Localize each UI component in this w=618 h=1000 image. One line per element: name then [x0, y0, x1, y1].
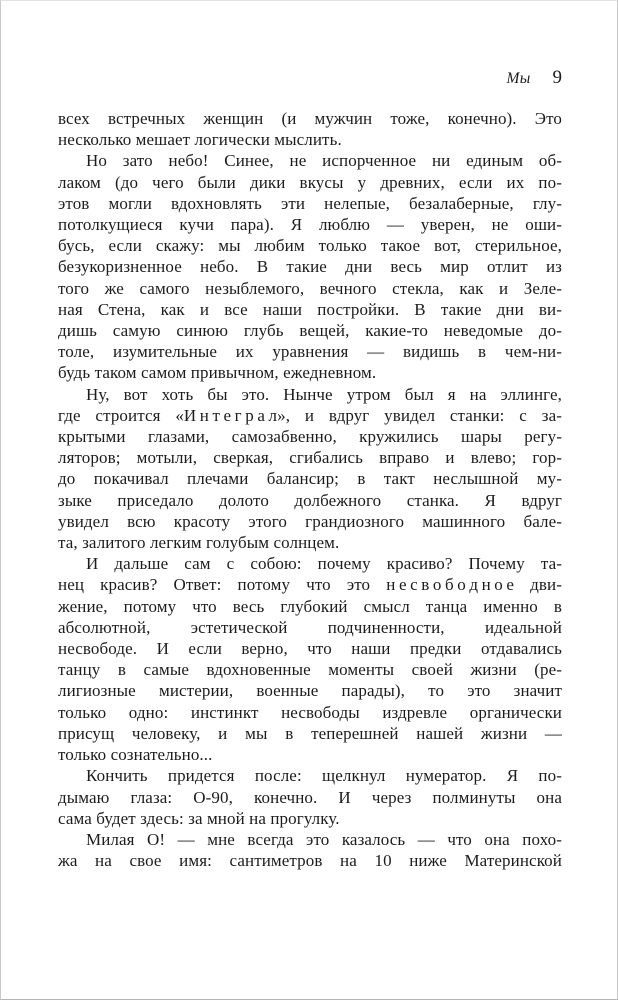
running-title: Мы: [506, 70, 531, 87]
text-line: лаком (до чего были дики вкусы у древних, если их по-: [58, 172, 562, 192]
text-line: безукоризненное небо. В такие дни весь мир отлит из: [58, 257, 562, 277]
text-line: Кончить придется после: щелкнул нумератор. Я по-: [86, 766, 562, 786]
text-line: несвободе. И если верно, что наши предки отдавались: [58, 639, 562, 659]
text-line: всех встречных женщин (и мужчин тоже, конечно). Это: [58, 109, 562, 128]
paragraph: [58, 829, 562, 871]
text-line: до покачивал плечами балансир; в такт неслышной му-: [58, 469, 562, 489]
text-line: дымаю глаза: О-90, конечно. И через полминуты она: [58, 787, 562, 807]
text-line: абсолютной, эстетической подчиненности, идеальной: [58, 617, 562, 637]
text-line: танцу в самые вдохновенные моменты своей жизни (ре-: [58, 660, 562, 680]
paragraph: [58, 150, 562, 383]
text-line: толе, изумительные их уравнения — видишь в чем-ни-: [58, 342, 562, 362]
text-line: только сознательно...: [58, 745, 213, 765]
text-line: бусь, если скажу: мы любим только такое вот, стерильное,: [58, 236, 562, 256]
text-line: И дальше сам с собою: почему красиво? Почему та-: [86, 554, 562, 574]
paragraph: [58, 108, 562, 150]
text-line: крытыми глазами, самозабвенно, кружились шары регу-: [58, 427, 562, 447]
text-line: жение, потому что весь глубокий смысл танца именно в: [58, 596, 562, 616]
text-line: только одно: инстинкт несвободы издревле органически: [58, 702, 562, 722]
page-body: [58, 108, 562, 871]
text-line: та, залитого легким голубым солнцем.: [58, 533, 340, 553]
text-line: Милая О! — мне всегда это казалось — что она похо-: [86, 829, 562, 849]
text-line: дишь самую синюю глубь вещей, какие-то неведомые до-: [58, 321, 562, 341]
paragraph: [58, 765, 562, 829]
text-line: жа на свое имя: сантиметров на 10 ниже Материнской: [58, 851, 562, 871]
page-header: [58, 67, 562, 89]
text-line: зыке приседало долото долбежного станка. Я вдруг: [58, 490, 562, 510]
paragraph: [58, 384, 562, 554]
text-line: этов могли вдохновлять эти нелепые, безалаберные, глу-: [58, 193, 562, 213]
text-line: ляторов; мотыли, сверкая, сгибались вправо и влево; гор-: [58, 448, 562, 468]
text-line: Ну, вот хоть бы это. Нынче утром был я на эллинге,: [86, 384, 562, 404]
text-line: присущ человеку, и мы в теперешней нашей жизни —: [58, 723, 562, 743]
text-line: нец красив? Ответ: потому что это н е с в о б о д н о е дви-: [58, 575, 562, 595]
text-line: где строится «И н т е г р а л», и вдруг увидел станки: с за-: [58, 405, 562, 425]
text-line: сама будет здесь: за мной на прогулку.: [58, 808, 340, 828]
text-line: Но зато небо! Синее, не испорченное ни единым об-: [86, 151, 562, 171]
paragraph: [58, 553, 562, 765]
text-line: лигиозные мистерии, военные парады), то это значит: [58, 681, 562, 701]
text-line: ная Стена, как и все наши постройки. В такие дни ви-: [58, 299, 562, 319]
text-line: несколько мешает логически мыслить.: [58, 130, 342, 150]
text-line: потолкущиеся кучи пара). Я люблю — уверен, не оши-: [58, 215, 562, 235]
page-number: 9: [552, 67, 562, 88]
text-line: того же самого незыблемого, вечного стекла, как и Зеле-: [58, 278, 562, 298]
text-line: будь таком самом привычном, ежедневном.: [58, 363, 377, 383]
text-line: увидел всю красоту этого грандиозного машинного бале-: [58, 511, 562, 531]
